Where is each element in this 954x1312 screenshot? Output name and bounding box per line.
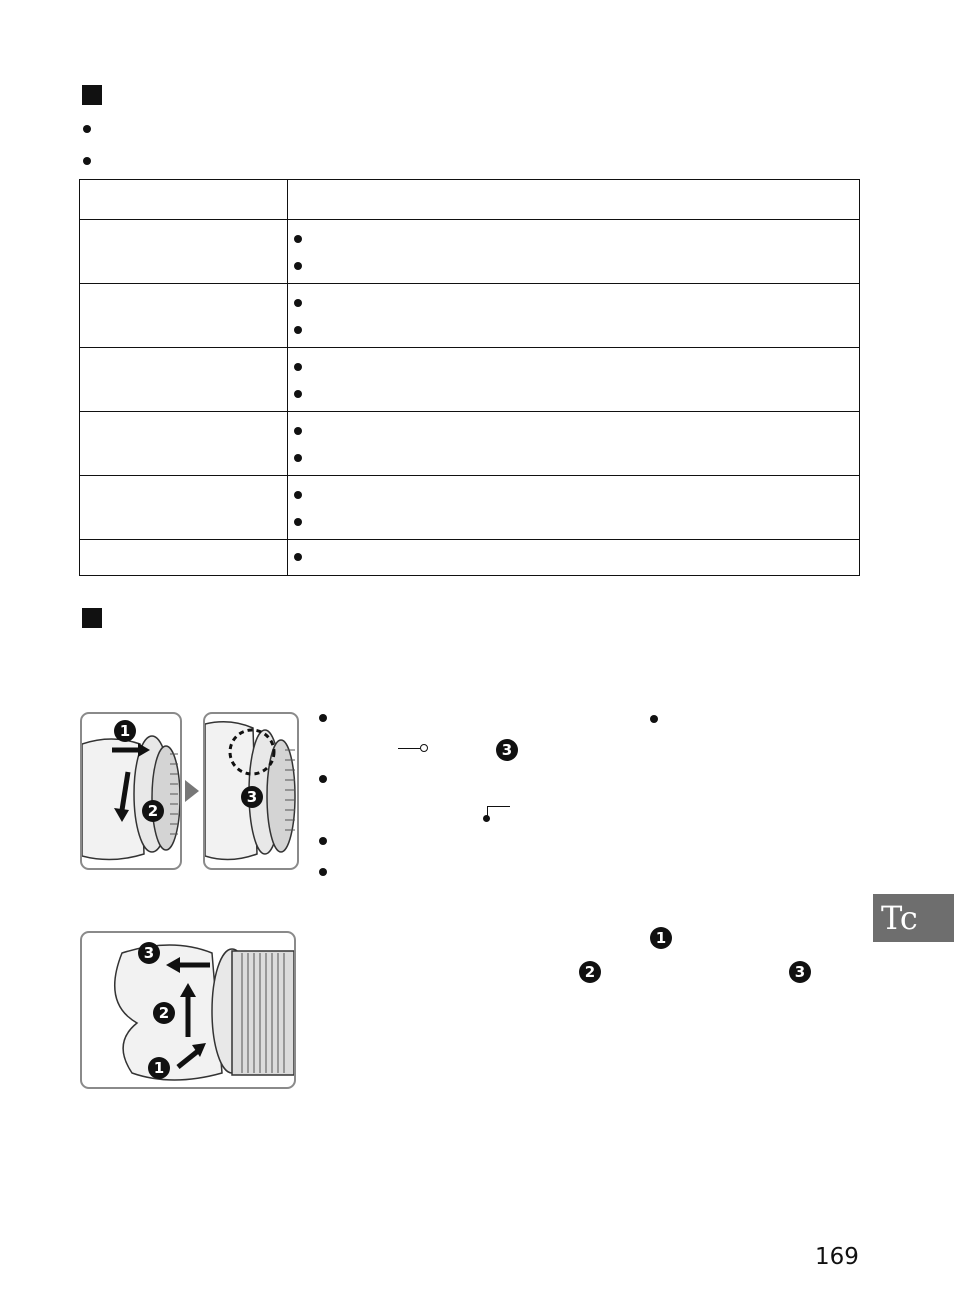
table-cell xyxy=(80,540,288,576)
table-row xyxy=(80,284,860,348)
step-2-callout: 2 xyxy=(153,1002,175,1024)
table-header-cell xyxy=(288,180,860,220)
lock-index-dot-icon xyxy=(483,815,490,822)
bullet-2 xyxy=(83,157,91,165)
arrow-right-icon xyxy=(185,780,199,802)
hood-remove-illustration xyxy=(80,931,296,1089)
table-cell xyxy=(288,476,860,540)
table-cell xyxy=(80,220,288,284)
lock-index-mark-icon xyxy=(487,806,510,819)
table-cell xyxy=(288,284,860,348)
bullet xyxy=(294,427,302,435)
table-cell xyxy=(80,348,288,412)
bullet-1 xyxy=(83,125,91,133)
bullet xyxy=(319,714,327,722)
table-cell xyxy=(288,540,860,576)
table-cell xyxy=(288,348,860,412)
table-row xyxy=(80,180,860,220)
section-marker-1 xyxy=(82,85,102,105)
table-row xyxy=(80,476,860,540)
table-cell xyxy=(80,284,288,348)
table-cell xyxy=(288,412,860,476)
table-header-cell xyxy=(80,180,288,220)
mount-index-dot-icon xyxy=(420,744,428,752)
spec-table xyxy=(79,179,860,576)
table-row xyxy=(80,220,860,284)
table-row xyxy=(80,412,860,476)
bullet xyxy=(294,454,302,462)
bullet xyxy=(294,363,302,371)
step-2-callout: 2 xyxy=(142,800,164,822)
step-3-inline-callout: 3 xyxy=(789,961,811,983)
bullet xyxy=(294,491,302,499)
bullet xyxy=(319,837,327,845)
bullet xyxy=(294,299,302,307)
hood-attach-illustration-b xyxy=(203,712,299,870)
table-cell xyxy=(80,412,288,476)
bullet xyxy=(294,518,302,526)
step-1-callout: 1 xyxy=(114,720,136,742)
table-cell xyxy=(288,220,860,284)
step-3-inline-callout: 3 xyxy=(496,739,518,761)
step-1-callout: 1 xyxy=(148,1057,170,1079)
bullet xyxy=(319,868,327,876)
language-tab: Tc xyxy=(873,894,954,942)
page-number: 169 xyxy=(815,1244,859,1270)
mount-index-mark-icon xyxy=(398,748,420,749)
step-1-inline-callout: 1 xyxy=(650,927,672,949)
bullet xyxy=(294,235,302,243)
table-row xyxy=(80,348,860,412)
step-3-callout: 3 xyxy=(241,786,263,808)
lens-hood-drawing xyxy=(82,933,294,1087)
step-2-inline-callout: 2 xyxy=(579,961,601,983)
step-3-callout: 3 xyxy=(138,942,160,964)
bullet xyxy=(650,715,658,723)
table-row xyxy=(80,540,860,576)
bullet xyxy=(294,553,302,561)
bullet xyxy=(294,326,302,334)
bullet xyxy=(294,390,302,398)
hood-attach-illustration-a xyxy=(80,712,182,870)
section-marker-2 xyxy=(82,608,102,628)
bullet xyxy=(319,775,327,783)
bullet xyxy=(294,262,302,270)
table-cell xyxy=(80,476,288,540)
